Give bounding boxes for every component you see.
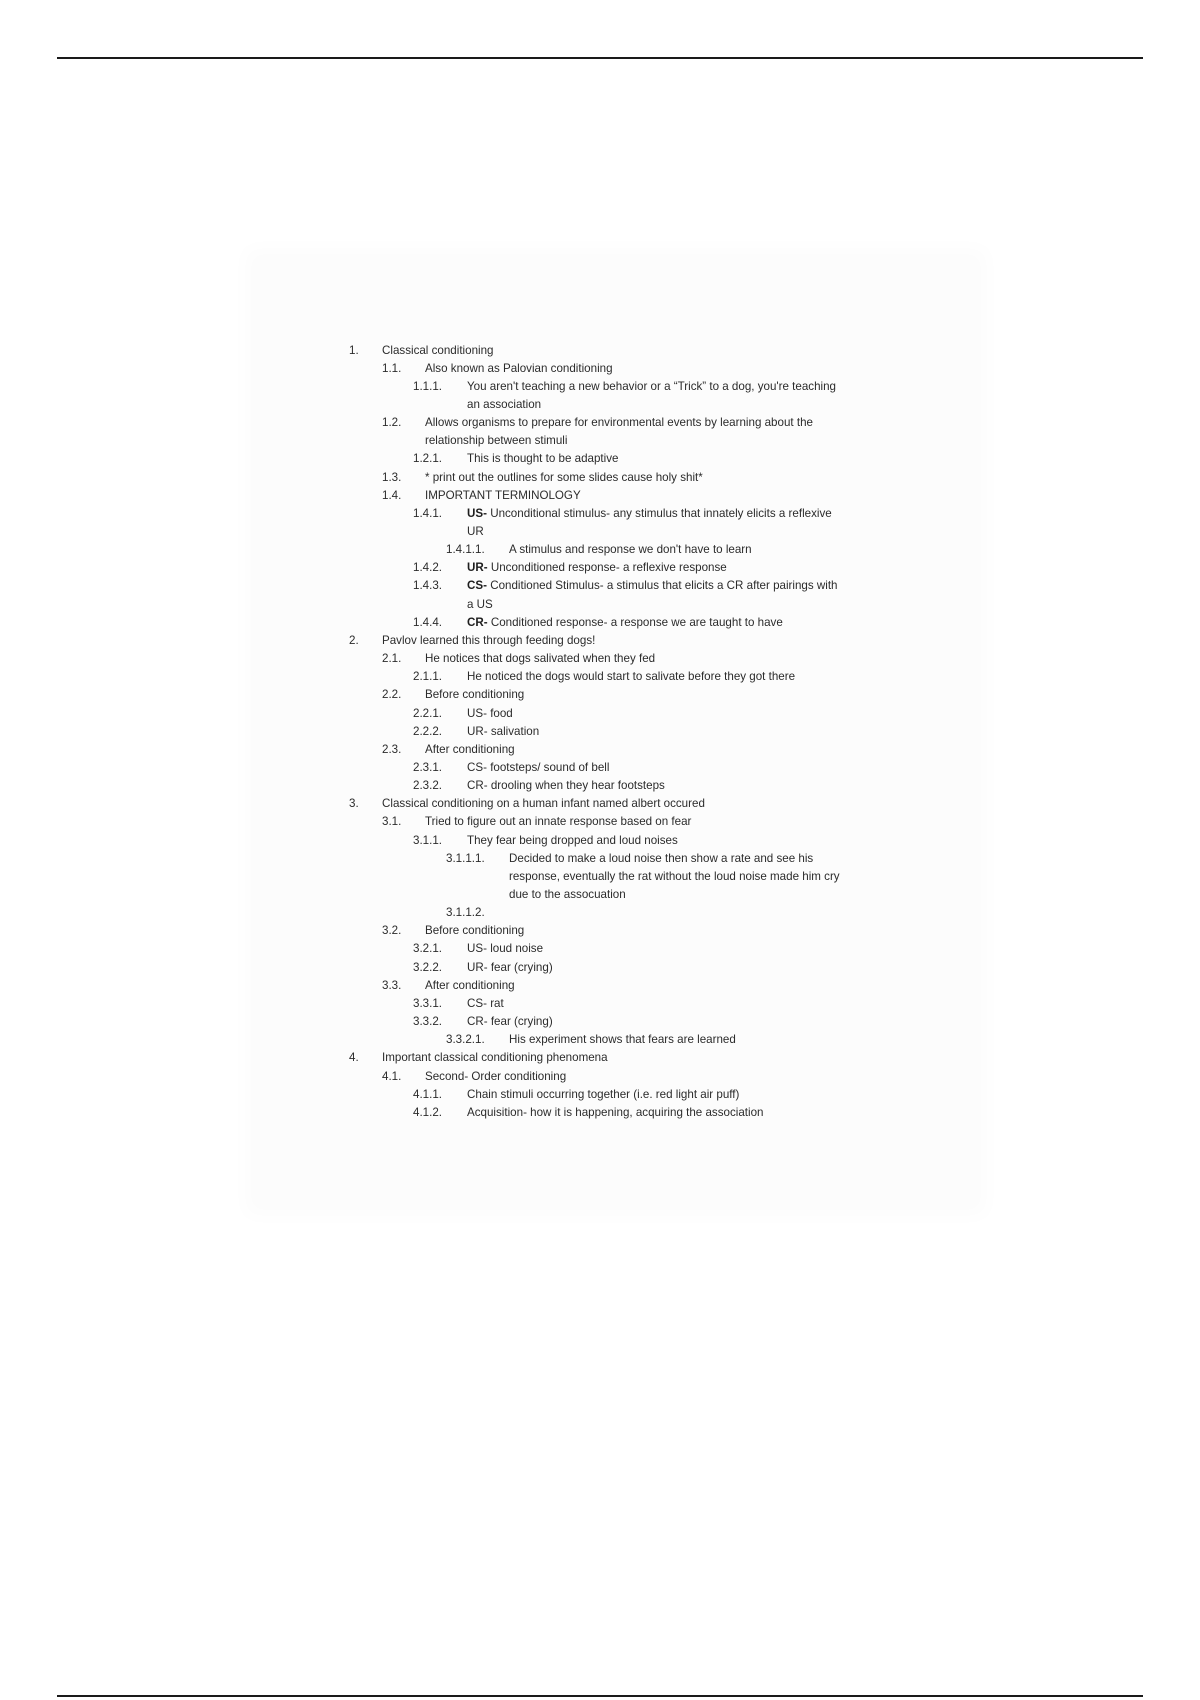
outline-text bbox=[467, 614, 783, 632]
outline-number: 1.1.1. bbox=[413, 379, 443, 393]
outline-text: CR- fear (crying) bbox=[467, 1015, 553, 1028]
outline-number: 1.4.3. bbox=[413, 579, 443, 593]
outline-number: 4.1. bbox=[382, 1069, 402, 1083]
outline-number: 2.3.1. bbox=[413, 760, 443, 774]
outline-number: 3.3.2. bbox=[413, 1015, 443, 1028]
outline-text: After conditioning bbox=[425, 742, 515, 756]
outline-text: They fear being dropped and loud noises bbox=[467, 833, 678, 847]
outline-number: 1. bbox=[349, 343, 359, 357]
term-label: US- bbox=[467, 506, 487, 520]
outline-text: Before conditioning bbox=[425, 924, 525, 938]
outline-text: relationship between stimuli bbox=[425, 434, 568, 448]
outline-text: He notices that dogs salivated when they fed bbox=[425, 652, 656, 665]
term-label: CS- bbox=[467, 579, 487, 593]
outline-text: Before conditioning bbox=[425, 688, 525, 702]
outline-text: US- loud noise bbox=[467, 942, 544, 956]
outline-number: 3. bbox=[349, 797, 359, 811]
outline-text: Pavlov learned this through feeding dogs! bbox=[382, 633, 596, 647]
outline-text: Classical conditioning bbox=[382, 343, 494, 357]
outline-number: 3.3.1. bbox=[413, 996, 443, 1010]
outline-text: UR bbox=[467, 525, 484, 538]
outline-number: 1.3. bbox=[382, 470, 402, 484]
term-definition: Unconditional stimulus- any stimulus that innately elicits a reflexive bbox=[486, 506, 832, 520]
outline-number: 2.2.1. bbox=[413, 706, 443, 720]
outline-number: 1.1. bbox=[382, 361, 402, 375]
outline-text: * print out the outlines for some slides cause holy shit* bbox=[425, 470, 703, 484]
outline-number: 2.2.2. bbox=[413, 724, 443, 738]
outline-number: 2.1. bbox=[382, 652, 402, 665]
outline-number: 3.1. bbox=[382, 815, 402, 829]
outline-number: 3.1.1.1. bbox=[446, 851, 485, 865]
outline-number: 1.2.1. bbox=[413, 452, 443, 466]
outline-number: 3.3.2.1. bbox=[446, 1033, 485, 1047]
document-page-image bbox=[255, 258, 977, 1206]
outline-text: CS- footsteps/ sound of bell bbox=[467, 760, 610, 774]
outline-number: 4.1.1. bbox=[413, 1087, 443, 1101]
outline-number: 4.1.2. bbox=[413, 1105, 443, 1119]
outline-text bbox=[467, 505, 832, 523]
term-label: CR- bbox=[467, 615, 488, 629]
outline-text: Important classical conditioning phenomena bbox=[382, 1051, 608, 1065]
outline-text: Acquisition- how it is happening, acquiring the association bbox=[467, 1105, 764, 1119]
outline-text: US- food bbox=[467, 706, 513, 720]
outline-number: 1.4. bbox=[382, 488, 402, 502]
outline-text: He noticed the dogs would start to salivate before they got there bbox=[467, 670, 796, 684]
outline-text: Classical conditioning on a human infant named albert occured bbox=[382, 797, 705, 811]
outline-number: 1.4.1.1. bbox=[446, 543, 485, 557]
outline-number: 2.2. bbox=[382, 688, 402, 702]
outline-number: 1.4.1. bbox=[413, 506, 443, 520]
outline-text: This is thought to be adaptive bbox=[467, 452, 619, 466]
term-label: UR- bbox=[467, 561, 488, 575]
outline-number: 3.1.1. bbox=[413, 833, 443, 847]
outline-number: 2.1.1. bbox=[413, 670, 443, 684]
top-rule bbox=[57, 57, 1143, 59]
outline-text bbox=[467, 577, 838, 595]
outline-text: due to the assocuation bbox=[509, 888, 626, 901]
outline-number: 4. bbox=[349, 1051, 359, 1065]
term-definition: Unconditioned response- a reflexive response bbox=[487, 561, 727, 575]
outline-list bbox=[255, 258, 977, 1206]
outline-text: CR- drooling when they hear footsteps bbox=[467, 779, 665, 793]
outline-number: 1.2. bbox=[382, 416, 402, 430]
outline-number: 2.3.2. bbox=[413, 779, 443, 793]
outline-text: Decided to make a loud noise then show a rate and see his bbox=[509, 851, 814, 865]
outline-text: CS- rat bbox=[467, 996, 504, 1010]
outline-text: a US bbox=[467, 597, 493, 611]
outline-number: 3.2. bbox=[382, 924, 402, 938]
outline-text: Also known as Palovian conditioning bbox=[425, 361, 613, 375]
outline-number: 2.3. bbox=[382, 742, 402, 756]
term-definition: Conditioned response- a response we are taught to have bbox=[487, 615, 783, 629]
outline-text: His experiment shows that fears are learned bbox=[509, 1033, 736, 1047]
outline-text: After conditioning bbox=[425, 978, 515, 992]
term-definition: Conditioned Stimulus- a stimulus that elicits a CR after pairings with bbox=[486, 579, 838, 593]
outline-text: Tried to figure out an innate response based on fear bbox=[425, 815, 692, 829]
outline-text bbox=[467, 559, 727, 577]
outline-text: You aren't teaching a new behavior or a “Trick” to a dog, you're teaching bbox=[467, 379, 836, 393]
outline-text: Chain stimuli occurring together (i.e. red light air puff) bbox=[467, 1087, 740, 1101]
outline-text: UR- fear (crying) bbox=[467, 960, 553, 974]
outline-text: Second- Order conditioning bbox=[425, 1069, 567, 1083]
outline-number: 2. bbox=[349, 633, 359, 647]
outline-text: an association bbox=[467, 397, 542, 411]
outline-text: A stimulus and response we don't have to learn bbox=[509, 543, 752, 557]
outline-text: UR- salivation bbox=[467, 724, 540, 738]
outline-number: 3.3. bbox=[382, 978, 402, 992]
outline-number: 1.4.4. bbox=[413, 615, 443, 629]
outline-number: 3.2.1. bbox=[413, 942, 443, 956]
outline-number: 3.1.1.2. bbox=[446, 906, 485, 920]
outline-text: Allows organisms to prepare for environmental events by learning about the bbox=[425, 416, 813, 430]
outline-text: IMPORTANT TERMINOLOGY bbox=[425, 488, 581, 502]
outline-number: 1.4.2. bbox=[413, 561, 443, 575]
outline-number: 3.2.2. bbox=[413, 960, 443, 974]
outline-text: response, eventually the rat without the loud noise made him cry bbox=[509, 869, 840, 883]
bottom-rule bbox=[57, 1695, 1143, 1697]
